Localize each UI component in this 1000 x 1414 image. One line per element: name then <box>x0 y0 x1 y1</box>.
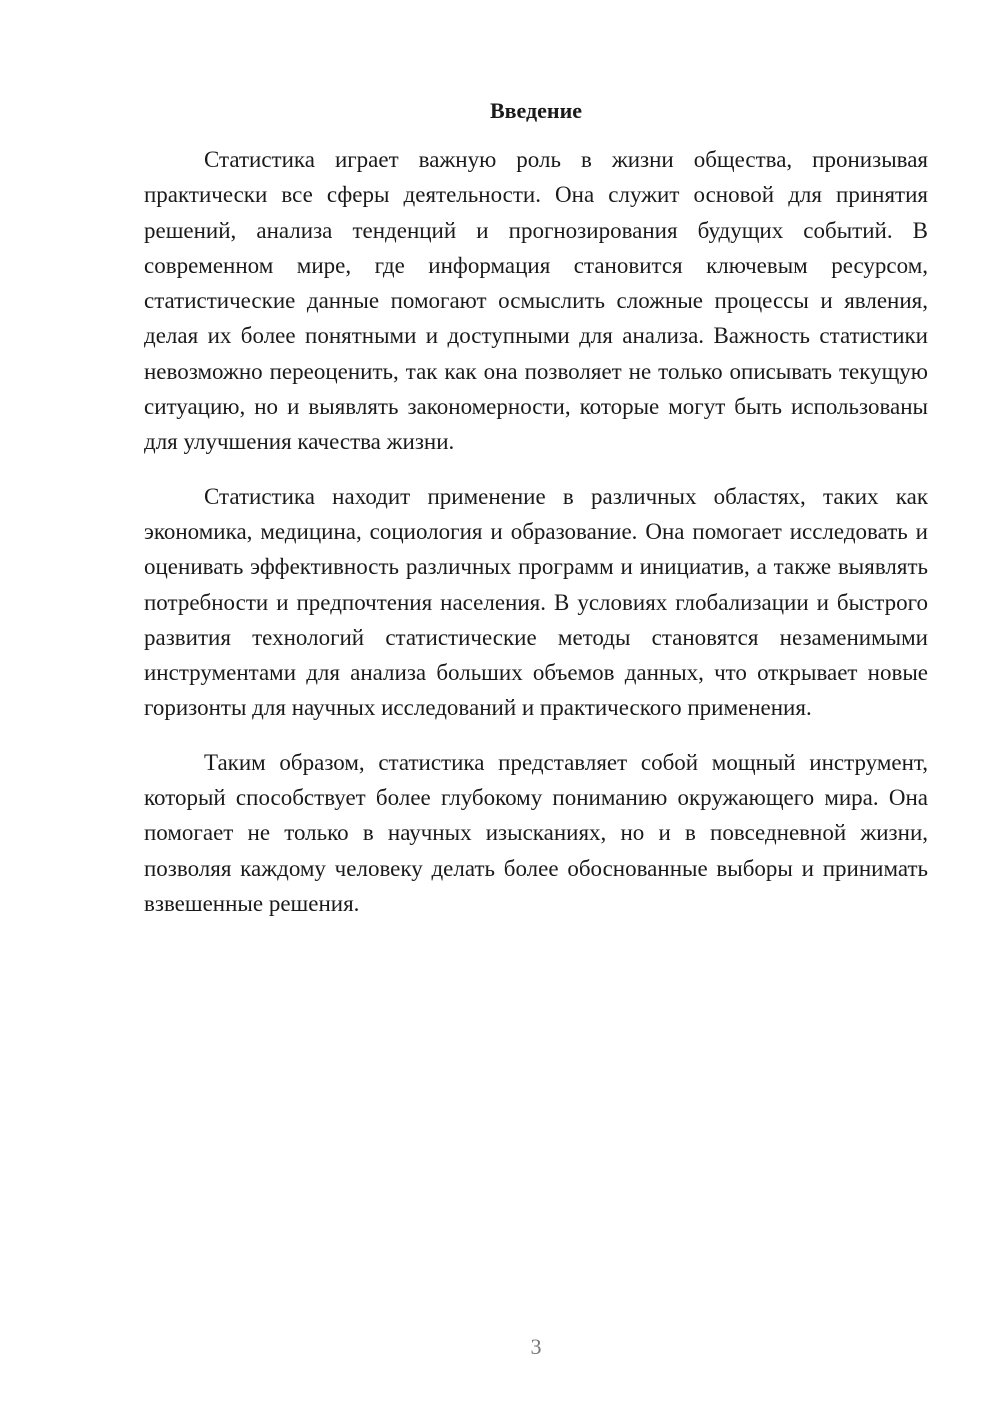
paragraph-1: Статистика играет важную роль в жизни общества, пронизывая практически все сферы деятельности. Она служит основой для принятия решений, анализа тенденций и прогнозирования будущих событий. В современном мире, где информация становится ключевым ресурсом, статистические данные помогают осмыслить сложные процессы и явления, делая их более понятными и доступными для анализа. Важность статистики невозможно переоценить, так как она позволяет не только описывать текущую ситуацию, но и выявлять закономерности, которые могут быть использованы для улучшения качества жизни. <box>144 147 928 455</box>
page-number: 3 <box>530 1334 542 1359</box>
document-body <box>144 142 928 940</box>
page-title: Введение <box>489 98 583 123</box>
paragraph-3: Таким образом, статистика представляет собой мощный инструмент, который способствует более глубокому пониманию окружающего мира. Она помогает не только в научных изысканиях, но и в повседневной жизни, позволяя каждому человеку делать более обоснованные выборы и принимать взвешенные решения. <box>144 749 928 916</box>
paragraph-2: Статистика находит применение в различных областях, таких как экономика, медицина, социология и образование. Она помогает исследовать и оценивать эффективность различных программ и инициатив, а также выявлять потребности и предпочтения населения. В условиях глобализации и быстрого развития технологий статистические методы становятся незаменимыми инструментами для анализа больших объемов данных, что открывает новые горизонты для научных исследований и практического применения. <box>144 483 928 721</box>
